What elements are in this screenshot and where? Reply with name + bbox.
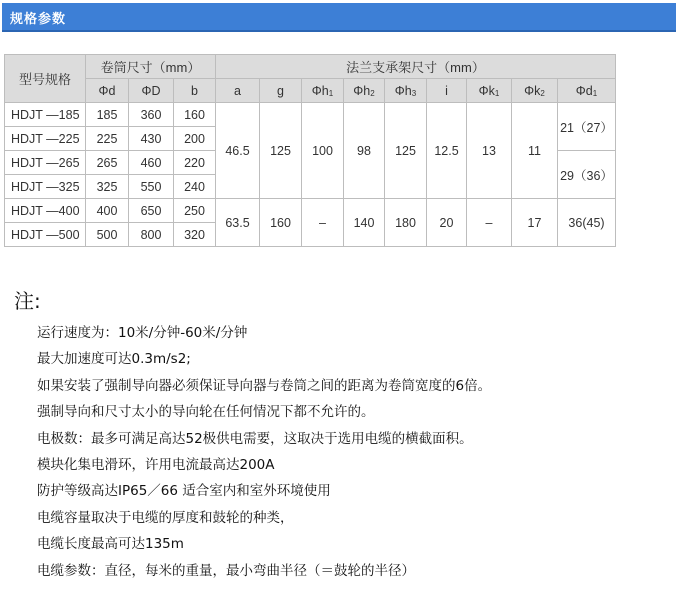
model-column-header: 型号规格 (5, 55, 86, 103)
notes-list (37, 320, 491, 584)
data-cell: 36(45) (558, 199, 616, 247)
col-header: a (216, 79, 260, 103)
data-cell: 650 (129, 199, 174, 223)
model-cell: HDJT —400 (5, 199, 86, 223)
data-cell: 20 (427, 199, 467, 247)
data-cell: 460 (129, 151, 174, 175)
data-cell: 12.5 (427, 103, 467, 199)
list-item: 防护等级高达IP65／66 适合室内和室外环境使用 (37, 483, 331, 500)
data-cell: 100 (302, 103, 344, 199)
notes-heading: 注: (14, 289, 41, 313)
data-cell: 17 (512, 199, 558, 247)
flange-size-group-header: 法兰支承架尺寸（mm） (216, 55, 616, 79)
list-item: 电缆参数：直径，每米的重量，最小弯曲半径（＝鼓轮的半径） (37, 562, 415, 579)
data-cell: 13 (467, 103, 512, 199)
section-title: 规格参数 (10, 12, 67, 27)
col-header: g (260, 79, 302, 103)
col-header: Φh1 (302, 79, 344, 103)
data-cell: 240 (174, 175, 216, 199)
data-cell: 160 (260, 199, 302, 247)
data-cell: 320 (174, 223, 216, 247)
col-header: Φh2 (344, 79, 385, 103)
data-cell: 265 (86, 151, 129, 175)
data-cell: 400 (86, 199, 129, 223)
col-header: Φd (86, 79, 129, 103)
data-cell: 200 (174, 127, 216, 151)
list-item: 运行速度为：10米/分钟-60米/分钟 (37, 325, 248, 341)
list-item: 最大加速度可达0.3m/s2; (37, 351, 191, 368)
col-header: Φd1 (558, 79, 616, 103)
data-cell: – (467, 199, 512, 247)
model-cell: HDJT —225 (5, 127, 86, 151)
data-cell: 11 (512, 103, 558, 199)
data-cell: 98 (344, 103, 385, 199)
spec-table (4, 54, 616, 247)
data-cell: 63.5 (216, 199, 260, 247)
list-item: 如果安装了强制导向器必须保证导向器与卷筒之间的距离为卷筒宽度的6倍。 (37, 377, 492, 394)
data-cell: 140 (344, 199, 385, 247)
col-header: Φk2 (512, 79, 558, 103)
data-cell: 500 (86, 223, 129, 247)
col-header: Φk1 (467, 79, 512, 103)
col-header: Φh3 (385, 79, 427, 103)
data-cell: 125 (260, 103, 302, 199)
data-cell: 550 (129, 175, 174, 199)
section-header-bar (2, 3, 676, 32)
list-item: 电缆容量取决于电缆的厚度和鼓轮的种类， (37, 509, 294, 526)
data-cell: – (302, 199, 344, 247)
table-subheader-row (5, 79, 616, 103)
data-cell: 185 (86, 103, 129, 127)
col-header: b (174, 79, 216, 103)
data-cell: 46.5 (216, 103, 260, 199)
data-cell: 21（27） (558, 103, 616, 151)
data-cell: 220 (174, 151, 216, 175)
table-header-row (5, 55, 616, 79)
model-cell: HDJT —265 (5, 151, 86, 175)
data-cell: 250 (174, 199, 216, 223)
list-item: 电缆长度最高可达135m (37, 536, 184, 553)
drum-size-group-header: 卷筒尺寸（mm） (86, 55, 216, 79)
table-row (5, 103, 616, 127)
data-cell: 325 (86, 175, 129, 199)
model-cell: HDJT —325 (5, 175, 86, 199)
data-cell: 225 (86, 127, 129, 151)
list-item: 模块化集电滑环，许用电流最高达200A (37, 456, 275, 473)
table-row (5, 199, 616, 223)
col-header: i (427, 79, 467, 103)
data-cell: 29（36） (558, 151, 616, 199)
model-cell: HDJT —185 (5, 103, 86, 127)
data-cell: 430 (129, 127, 174, 151)
data-cell: 160 (174, 103, 216, 127)
col-header: ΦD (129, 79, 174, 103)
data-cell: 180 (385, 199, 427, 247)
data-cell: 360 (129, 103, 174, 127)
data-cell: 800 (129, 223, 174, 247)
list-item: 电极数：最多可满足高达52极供电需要，这取决于选用电缆的横截面积。 (37, 430, 473, 447)
model-cell: HDJT —500 (5, 223, 86, 247)
data-cell: 125 (385, 103, 427, 199)
list-item: 强制导向和尺寸太小的导向轮在任何情况下都不允许的。 (37, 404, 375, 421)
